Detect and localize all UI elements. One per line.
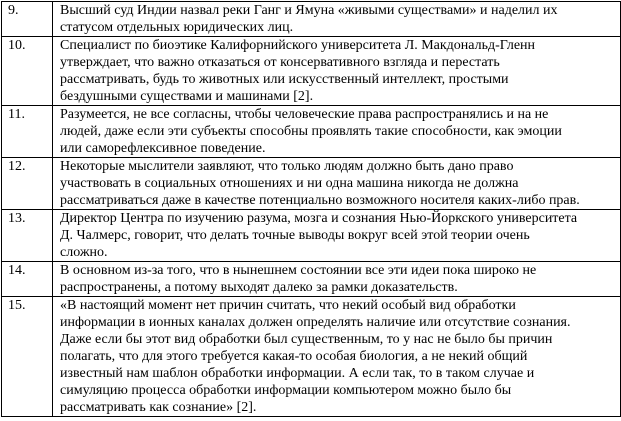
numbered-statements-table: [1, 1, 621, 417]
row-number: 10.: [2, 37, 53, 106]
text-line: Некоторые мыслители заявляют, что только людям должно быть дано право: [60, 159, 514, 174]
table-row: [2, 158, 621, 210]
text-line: Специалист по биоэтике Калифорнийского университета Л. Макдональд-Гленн: [60, 38, 536, 53]
row-text: [53, 158, 621, 210]
text-line: Высший суд Индии назвал реки Ганг и Ямуна «живыми существами» и наделил их: [60, 3, 558, 18]
text-line: Директор Центра по изучению разума, мозга и сознания Нью-Йоркского университета: [60, 211, 578, 226]
table-row: [2, 262, 621, 297]
row-number: 15.: [2, 297, 53, 417]
text-line: рассматривать как сознание» [2].: [60, 400, 257, 415]
table-row: [2, 2, 621, 37]
text-line: или саморефлексивное поведение.: [60, 141, 266, 156]
table-row: [2, 297, 621, 417]
table-row: [2, 210, 621, 262]
row-text: [53, 210, 621, 262]
text-line: утверждает, что важно отказаться от консервативного взгляда и перестать: [60, 55, 500, 70]
text-line: участвовать в социальных отношениях и ни одна машина никогда не должна: [60, 176, 519, 191]
row-number: 11.: [2, 106, 53, 158]
row-text: [53, 297, 621, 417]
text-line: Д. Чалмерс, говорит, что делать точные выводы вокруг всей этой теории очень: [60, 228, 530, 243]
row-text: [53, 106, 621, 158]
text-line: «В настоящий момент нет причин считать, что некий особый вид обработки: [60, 298, 516, 313]
row-number: 12.: [2, 158, 53, 210]
row-number: 13.: [2, 210, 53, 262]
text-line: В основном из-за того, что в нынешнем состоянии все эти идеи пока широко не: [60, 263, 537, 278]
text-line: симуляцию процесса обработки информации компьютером можно было бы: [60, 383, 512, 398]
row-text: [53, 262, 621, 297]
row-text: [53, 37, 621, 106]
text-line: людей, даже если эти субъекты способны проявлять такие способности, как эмоции: [60, 124, 562, 139]
text-line: Даже если бы этот вид обработки был существенным, то у нас не было бы причин: [60, 332, 553, 347]
text-line: рассматриваться даже в качестве потенциально возможного носителя каких-либо прав.: [60, 193, 580, 208]
text-line: статусом отдельных юридических лиц.: [60, 20, 294, 35]
row-text: [53, 2, 621, 37]
row-number: 14.: [2, 262, 53, 297]
text-line: бездушными существами и машинами [2].: [60, 89, 314, 104]
text-line: известный нам шаблон обработки информации. А если так, то в таком случае и: [60, 366, 535, 381]
text-line: распространены, а потому выходят далеко за рамки доказательств.: [60, 280, 458, 295]
row-number: 9.: [2, 2, 53, 37]
text-line: информации в ионных каналах должен определять наличие или отсутствие сознания.: [60, 315, 571, 330]
text-line: Разумеется, не все согласны, чтобы человеческие права распространялись и на не: [60, 107, 549, 122]
text-line: сложно.: [60, 245, 108, 260]
text-line: полагать, что для этого требуется какая-то особая биология, а не некий общий: [60, 349, 528, 364]
table-row: [2, 106, 621, 158]
text-line: рассматривать, будь то животных или искусственный интеллект, простыми: [60, 72, 509, 87]
table-row: [2, 37, 621, 106]
